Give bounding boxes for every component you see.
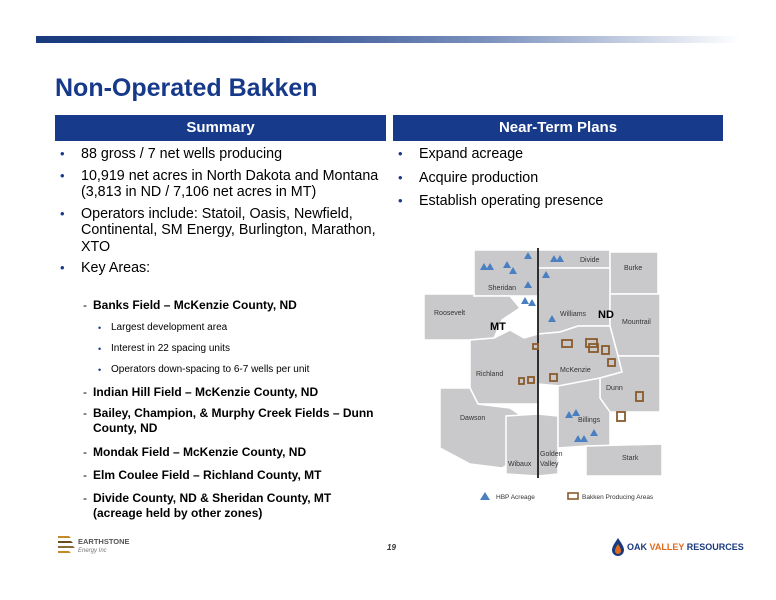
oak-valley-logo bbox=[610, 537, 750, 557]
hbp-legend-icon bbox=[480, 492, 490, 500]
county-label: Valley bbox=[540, 461, 559, 468]
county-label: Divide bbox=[580, 257, 600, 264]
state-label-mt: MT bbox=[490, 321, 506, 333]
earthstone-mark-icon bbox=[58, 536, 75, 553]
oak-valley-drop-icon bbox=[610, 537, 626, 557]
key-area-item: - Elm Coulee Field – Richland County, MT bbox=[83, 468, 322, 482]
county-label: Dawson bbox=[460, 415, 486, 422]
plan-bullet: • Expand acreage bbox=[398, 146, 524, 162]
hbp-legend-label: HBP Acreage bbox=[496, 494, 535, 501]
bullet-icon: • bbox=[60, 167, 65, 183]
key-area-item: - Divide County, ND & Sheridan County, MT (acreage held by other zones) bbox=[83, 491, 332, 520]
key-area-detail: • Interest in 22 spacing units bbox=[98, 343, 230, 354]
burke-county bbox=[610, 252, 658, 294]
county-label: Sheridan bbox=[488, 285, 517, 292]
county-label: McKenzie bbox=[560, 367, 591, 374]
key-area-item: - Bailey, Champion, & Murphy Creek Fields – Dunn County, ND bbox=[83, 406, 374, 435]
key-area-detail: • Operators down-spacing to 6-7 wells per unit bbox=[98, 364, 310, 375]
hbp-marker-icon bbox=[528, 299, 536, 306]
county-label: Wibaux bbox=[508, 461, 532, 468]
county-label: Stark bbox=[622, 455, 639, 462]
bullet-icon: • bbox=[398, 169, 403, 185]
key-area-item: - Banks Field – McKenzie County, ND bbox=[83, 298, 297, 312]
page-title: Non-Operated Bakken bbox=[55, 74, 318, 102]
county-label: Billings bbox=[578, 417, 601, 424]
plan-bullet: • Establish operating presence bbox=[398, 193, 604, 209]
summary-bullet: • 88 gross / 7 net wells producing bbox=[60, 146, 283, 162]
summary-list bbox=[60, 146, 380, 282]
bullet-icon: • bbox=[398, 146, 403, 161]
key-area-item: - Mondak Field – McKenzie County, ND bbox=[83, 445, 307, 459]
header-gradient-bar bbox=[36, 36, 740, 43]
oak-valley-logo-text: OAK VALLEY RESOURCES bbox=[627, 542, 744, 552]
summary-bullet: • Key Areas: bbox=[60, 260, 151, 276]
county-label: Golden bbox=[540, 451, 563, 458]
earthstone-logo-subtext: Energy Inc bbox=[78, 548, 107, 554]
bakken-legend-label: Bakken Producing Areas bbox=[582, 494, 654, 501]
plan-bullet: • Acquire production bbox=[398, 169, 539, 186]
bullet-icon: • bbox=[60, 260, 65, 275]
acreage-map bbox=[410, 238, 664, 506]
county-label: Richland bbox=[476, 371, 504, 378]
bakken-area-icon bbox=[617, 412, 625, 421]
county-label: Williams bbox=[560, 311, 587, 318]
bullet-icon: • bbox=[98, 344, 102, 354]
county-label: Roosevelt bbox=[434, 310, 466, 317]
near-term-plans-header: Near-Term Plans bbox=[393, 115, 723, 141]
key-area-detail: • Largest development area bbox=[98, 322, 228, 333]
bullet-icon: • bbox=[98, 323, 102, 333]
county-label: Burke bbox=[624, 265, 643, 272]
hbp-marker-icon bbox=[521, 297, 529, 304]
bullet-icon: • bbox=[60, 205, 65, 221]
bakken-legend-icon bbox=[568, 493, 578, 499]
county-label: Dunn bbox=[606, 385, 623, 392]
state-label-nd: ND bbox=[598, 309, 614, 321]
page-number: 19 bbox=[387, 543, 396, 552]
summary-bullet: • 10,919 net acres in North Dakota and Montana (3,813 in ND / 7,106 net acres in MT) bbox=[60, 167, 379, 200]
bullet-icon: • bbox=[60, 146, 65, 161]
bullet-icon: • bbox=[398, 193, 403, 208]
summary-bullet: • Operators include: Statoil, Oasis, Newfield, Continental, SM Energy, Burlington, Marathon, XTO bbox=[60, 205, 376, 255]
earthstone-logo-text: EARTHSTONE bbox=[78, 537, 130, 546]
bullet-icon: • bbox=[98, 365, 102, 375]
richland-county bbox=[470, 330, 538, 404]
summary-header: Summary bbox=[55, 115, 386, 141]
near-term-plans-list bbox=[398, 146, 718, 217]
key-area-item: - Indian Hill Field – McKenzie County, ND bbox=[83, 385, 319, 399]
earthstone-logo bbox=[55, 532, 155, 558]
county-label: Mountrail bbox=[622, 319, 651, 326]
